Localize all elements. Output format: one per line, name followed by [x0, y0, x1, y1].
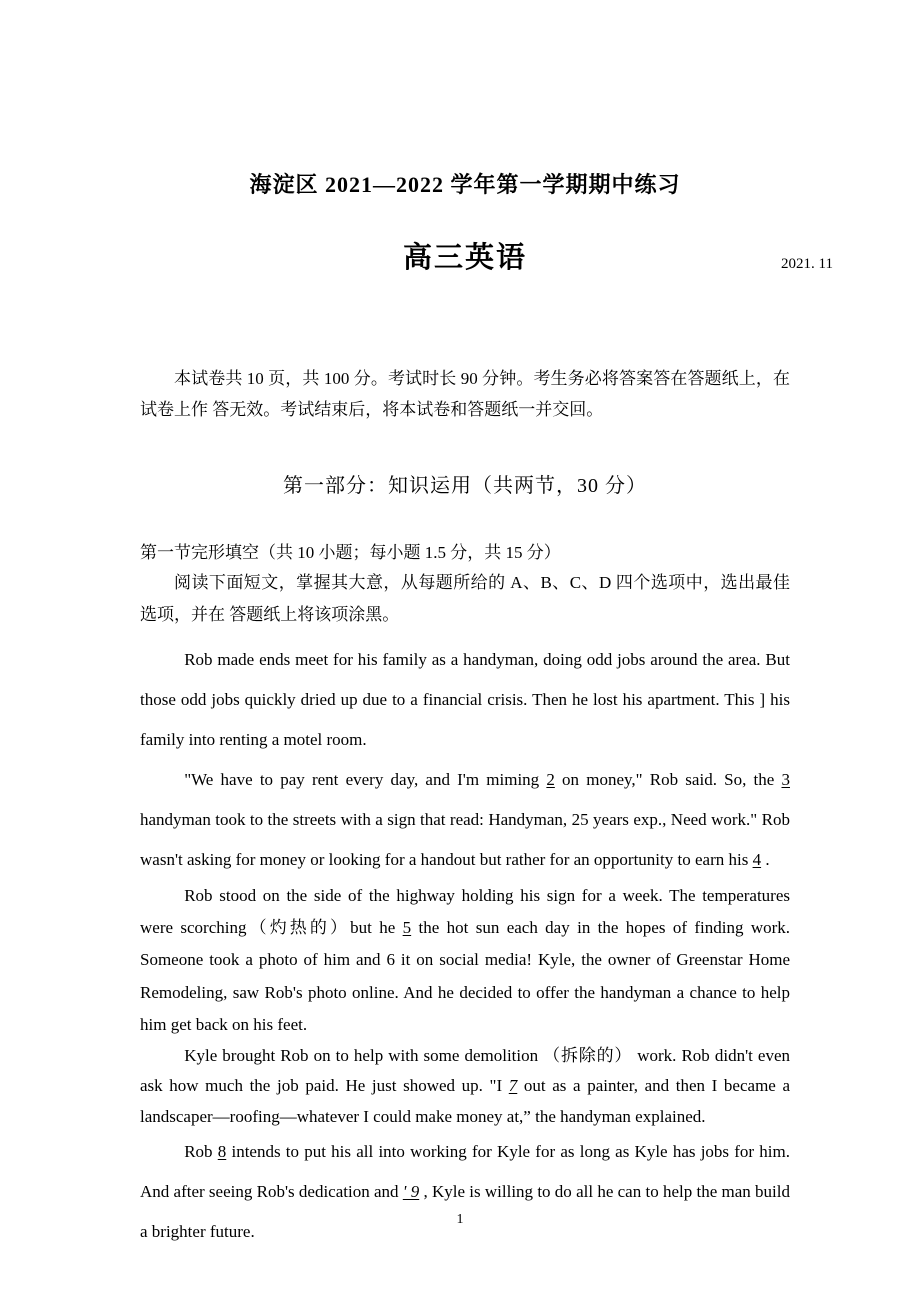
- cloze-blank-6: 6: [386, 950, 395, 970]
- exam-notice: 本试卷共 10 页，共 100 分。考试时长 90 分钟。考生务必将答案答在答题纸上，在试卷上作 答无效。考试结束后，将本试卷和答题纸一并交回。: [140, 369, 790, 419]
- subject-title: 高三英语: [402, 242, 527, 274]
- passage-text: "We have to pay rent every day, and I'm miming: [184, 769, 547, 789]
- passage-text: , Kyle is willing to do all he can to help the man build a brighter future.: [140, 1181, 790, 1241]
- passage-paragraph-4: [140, 1041, 790, 1132]
- cloze-blank-4: 4: [752, 849, 762, 869]
- page-number: 1: [456, 1212, 464, 1227]
- passage-paragraph-3: [140, 880, 790, 1041]
- passage-text: intends to put his all into working for Kyle for as long as Kyle has jobs for him. And after seeing Rob's dedication and: [140, 1141, 790, 1201]
- passage-text: .: [761, 849, 770, 869]
- cloze-blank-5: 5: [402, 917, 412, 937]
- cloze-blank-9: ' 9: [402, 1181, 420, 1201]
- cloze-passage: [140, 640, 790, 1252]
- passage-paragraph-1: [140, 640, 790, 760]
- passage-text: Rob stood on the side of the highway holding his sign for a week. The temperatures were scorching（灼热的）but he: [140, 885, 790, 937]
- part1-heading: 第一部分：知识运用（共两节，30 分）: [283, 475, 647, 498]
- passage-text: it on social media! Kyle, the owner of Greenstar Home Remodeling, saw Rob's photo online. And he decided to offer the handyman a chance to help him get back on his feet.: [140, 950, 790, 1034]
- exam-title: 海淀区 2021—2022 学年第一学期期中练习: [249, 172, 681, 197]
- passage-text: on money," Rob said. So, the: [554, 769, 782, 789]
- cloze-blank-8: 8: [217, 1141, 227, 1161]
- passage-text: out as a painter, and then I became a landscaper—roofing—whatever I could make money at,” the handyman explained.: [140, 1076, 791, 1126]
- exam-date: 2021. 11: [781, 256, 833, 272]
- part1-section-heading: 第一节完形填空（共 10 小题；每小题 1.5 分，共 15 分）: [140, 543, 561, 563]
- cloze-blank-1: ]: [759, 690, 766, 709]
- passage-text: Rob: [184, 1141, 218, 1161]
- cloze-blank-3: 3: [781, 769, 790, 789]
- passage-text: Kyle brought Rob on to help with some demolition （拆除的） work. Rob didn't even ask how much the job paid. He just showed up. "I: [140, 1046, 790, 1096]
- passage-text: the hot sun each day in the hopes of finding work. Someone took a photo of him and: [140, 917, 791, 970]
- cloze-blank-2: 2: [546, 769, 555, 789]
- cloze-blank-7: 7: [508, 1076, 518, 1096]
- passage-paragraph-2: [140, 760, 790, 880]
- passage-paragraph-5: [140, 1132, 790, 1252]
- passage-text: handyman took to the streets with a sign that read: Handyman, 25 years exp., Need work." Rob wasn't asking for money or looking for a handout but rather for an opportunity to earn his: [140, 809, 790, 869]
- subject-row: [140, 235, 833, 276]
- part1-section-instructions: 阅读下面短文，掌握其大意，从每题所给的 A、B、C、D 四个选项中，选出最佳选项，并在 答题纸上将该项涂黑。: [140, 573, 790, 624]
- passage-text: his family into renting a motel room.: [140, 690, 790, 749]
- passage-text: Rob made ends meet for his family as a handyman, doing odd jobs around the area. But those odd jobs quickly dried up due to a financial crisis. Then he lost his apartment. This: [140, 650, 790, 709]
